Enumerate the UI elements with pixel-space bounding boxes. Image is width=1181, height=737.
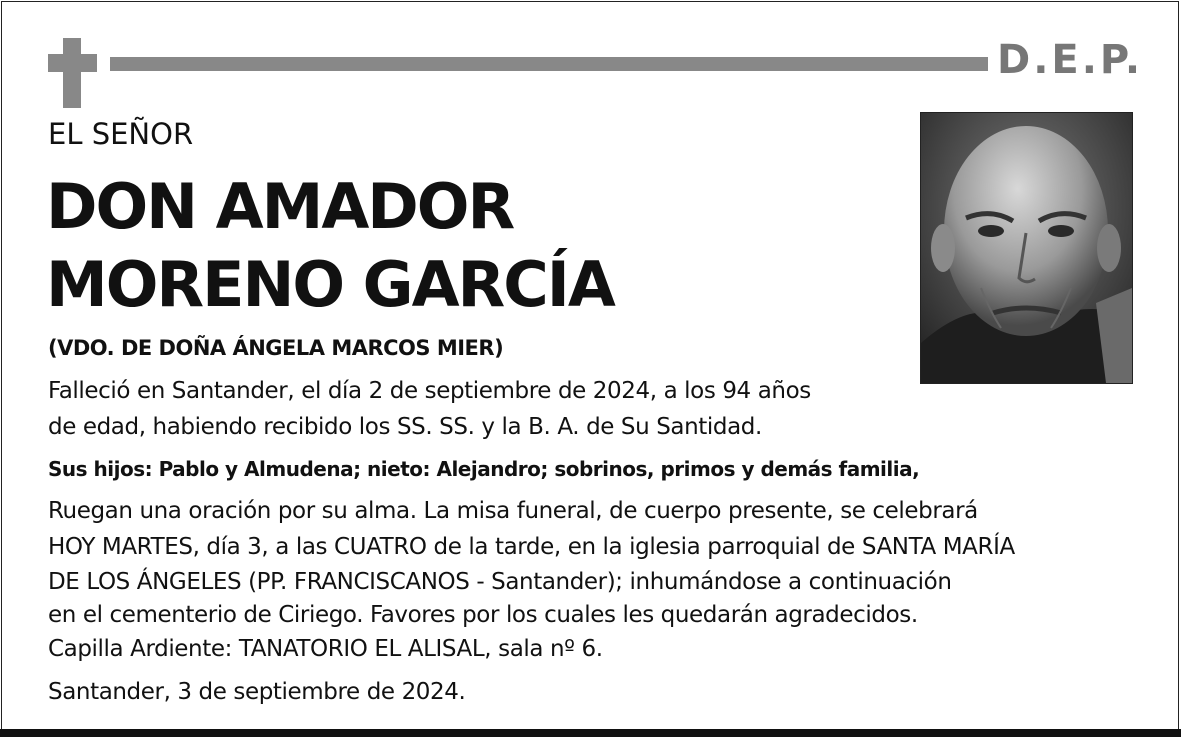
widow-of: (VDO. DE DOÑA ÁNGELA MARCOS MIER) — [48, 336, 504, 360]
death-line-2: de edad, habiendo recibido los SS. SS. y la B. A. de Su Santidad. — [48, 414, 762, 440]
chapel-line: Capilla Ardiente: TANATORIO EL ALISAL, sala nº 6. — [48, 636, 603, 662]
death-line-1: Falleció en Santander, el día 2 de septiembre de 2024, a los 94 años — [48, 378, 811, 404]
header-rule — [110, 57, 988, 71]
portrait-image — [921, 113, 1132, 383]
deceased-name — [46, 168, 614, 324]
service-line-3: DE LOS ÁNGELES (PP. FRANCISCANOS - Santander); inhumándose a continuación — [48, 569, 952, 595]
service-line-4: en el cementerio de Ciriego. Favores por los cuales les quedarán agradecidos. — [48, 602, 918, 628]
portrait-photo — [920, 112, 1133, 384]
dep-heading: D.E.P. — [997, 37, 1144, 83]
place-date: Santander, 3 de septiembre de 2024. — [48, 679, 466, 705]
name-line-2: MORENO GARCÍA — [46, 248, 614, 321]
service-line-2: HOY MARTES, día 3, a las CUATRO de la tarde, en la iglesia parroquial de SANTA MARÍA — [48, 534, 1015, 560]
name-line-1: DON AMADOR — [46, 170, 514, 243]
service-line-1: Ruegan una oración por su alma. La misa funeral, de cuerpo presente, se celebrará — [48, 498, 978, 524]
honorific: EL SEÑOR — [48, 117, 194, 151]
family-line: Sus hijos: Pablo y Almudena; nieto: Alejandro; sobrinos, primos y demás familia, — [48, 457, 920, 481]
cross-icon-bar — [48, 54, 97, 72]
bottom-rule — [0, 729, 1181, 737]
cross-icon — [63, 38, 81, 108]
